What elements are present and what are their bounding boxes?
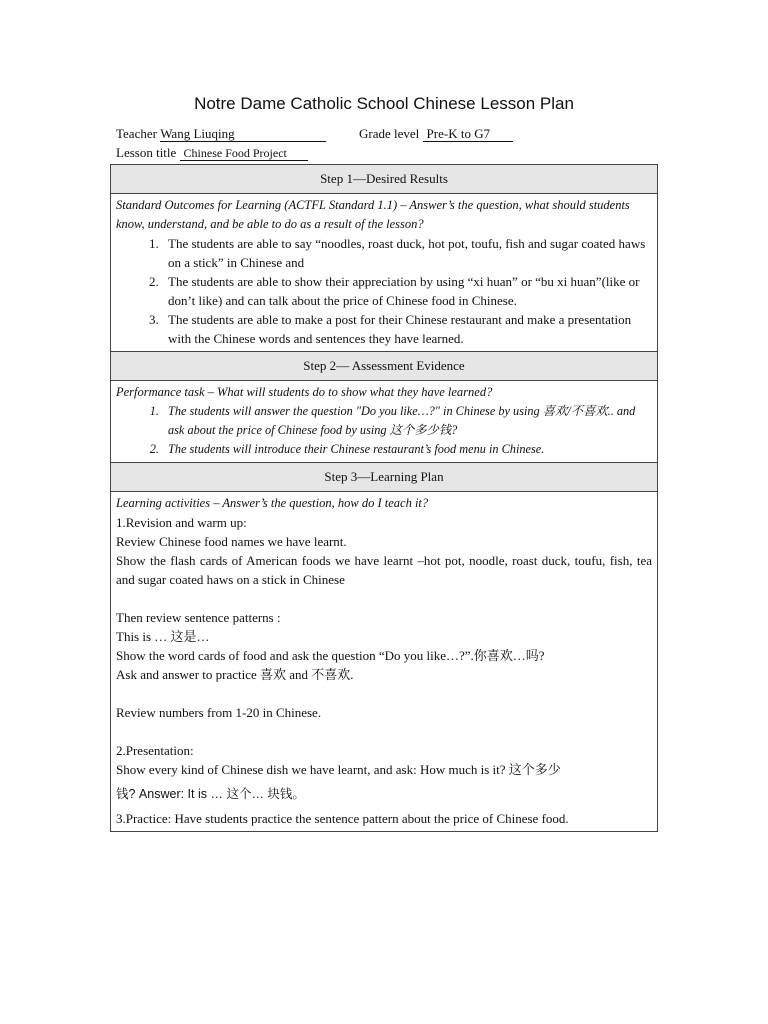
step2-section [111, 381, 657, 463]
step1-outcome-2: 2. The students are able to show their appreciation by using “xi huan” or “bu xi huan”(like or don’t like) and can talk about the price of Chinese food in Chinese. [162, 272, 652, 310]
grade-value: Pre-K to G7 [423, 127, 513, 142]
review-food-names: Review Chinese food names we have learnt. [116, 534, 347, 549]
spacer [116, 589, 652, 608]
lesson-title-line [116, 145, 308, 161]
ask-answer-text: Ask and answer to practice 喜欢 and 不喜欢. [116, 667, 354, 682]
spacer [116, 684, 652, 703]
step2-header: Step 2— Assessment Evidence [111, 352, 657, 381]
step2-intro: Performance task – What will students do to show what they have learned? [116, 385, 493, 399]
lesson-title-label: Lesson title [116, 145, 177, 160]
lesson-title-value: Chinese Food Project [180, 146, 308, 161]
this-is-pattern: This is … 这是… [116, 629, 210, 644]
step2-task-1: 1. The students will answer the question "Do you like…?" in Chinese by using 喜欢/不喜欢.. and ask about the price of Chinese food by using 这个多少钱? [162, 402, 652, 440]
sentence-patterns-heading: Then review sentence patterns : [116, 610, 281, 625]
presentation-heading: 2.Presentation: [116, 743, 194, 758]
presentation-text: Show every kind of Chinese dish we have learnt, and ask: How much is it? 这个多少 [116, 762, 561, 777]
teacher-line [116, 126, 326, 142]
document-title: Notre Dame Catholic School Chinese Lesson Plan [194, 94, 574, 113]
step1-header: Step 1—Desired Results [111, 165, 657, 194]
step3-header: Step 3—Learning Plan [111, 463, 657, 492]
step2-task-2: 2. The students will introduce their Chinese restaurant’s food menu in Chinese. [162, 440, 652, 459]
step2-tasks-list [116, 402, 652, 459]
grade-label: Grade level [359, 126, 420, 141]
flash-cards-text: Show the flash cards of American foods we have learnt –hot pot, noodle, roast duck, toufu, fish, tea and sugar coated haws on a stick in Chinese [116, 553, 652, 587]
step1-outcome-3: 3. The students are able to make a post for their Chinese restaurant and make a presentation with the Chinese words and sentences they have learned. [162, 310, 652, 348]
presentation-answer: 钱? Answer: It is … 这个… 块钱。 [116, 787, 305, 801]
step1-intro: Standard Outcomes for Learning (ACTFL Standard 1.1) – Answer’s the question, what should students know, understand, and be able to do as a result of the lesson? [116, 198, 630, 231]
revision-heading: 1.Revision and warm up: [116, 515, 247, 530]
spacer [116, 722, 652, 741]
teacher-value: Wang Liuqing [160, 127, 326, 142]
practice-text: 3.Practice: Have students practice the sentence pattern about the price of Chinese food. [116, 811, 569, 826]
step3-section [111, 492, 657, 831]
step1-outcomes-list [116, 234, 652, 348]
word-cards-text: Show the word cards of food and ask the question “Do you like…?”.你喜欢…吗? [116, 648, 545, 663]
teacher-label: Teacher [116, 126, 157, 141]
review-numbers-text: Review numbers from 1-20 in Chinese. [116, 705, 322, 720]
step3-intro: Learning activities – Answer’s the question, how do I teach it? [116, 496, 429, 510]
step1-section [111, 194, 657, 352]
grade-line [359, 126, 513, 142]
step1-outcome-1: 1. The students are able to say “noodles, roast duck, hot pot, toufu, fish and sugar coated haws on a stick” in Chinese and [162, 234, 652, 272]
lesson-plan-table [110, 164, 658, 832]
